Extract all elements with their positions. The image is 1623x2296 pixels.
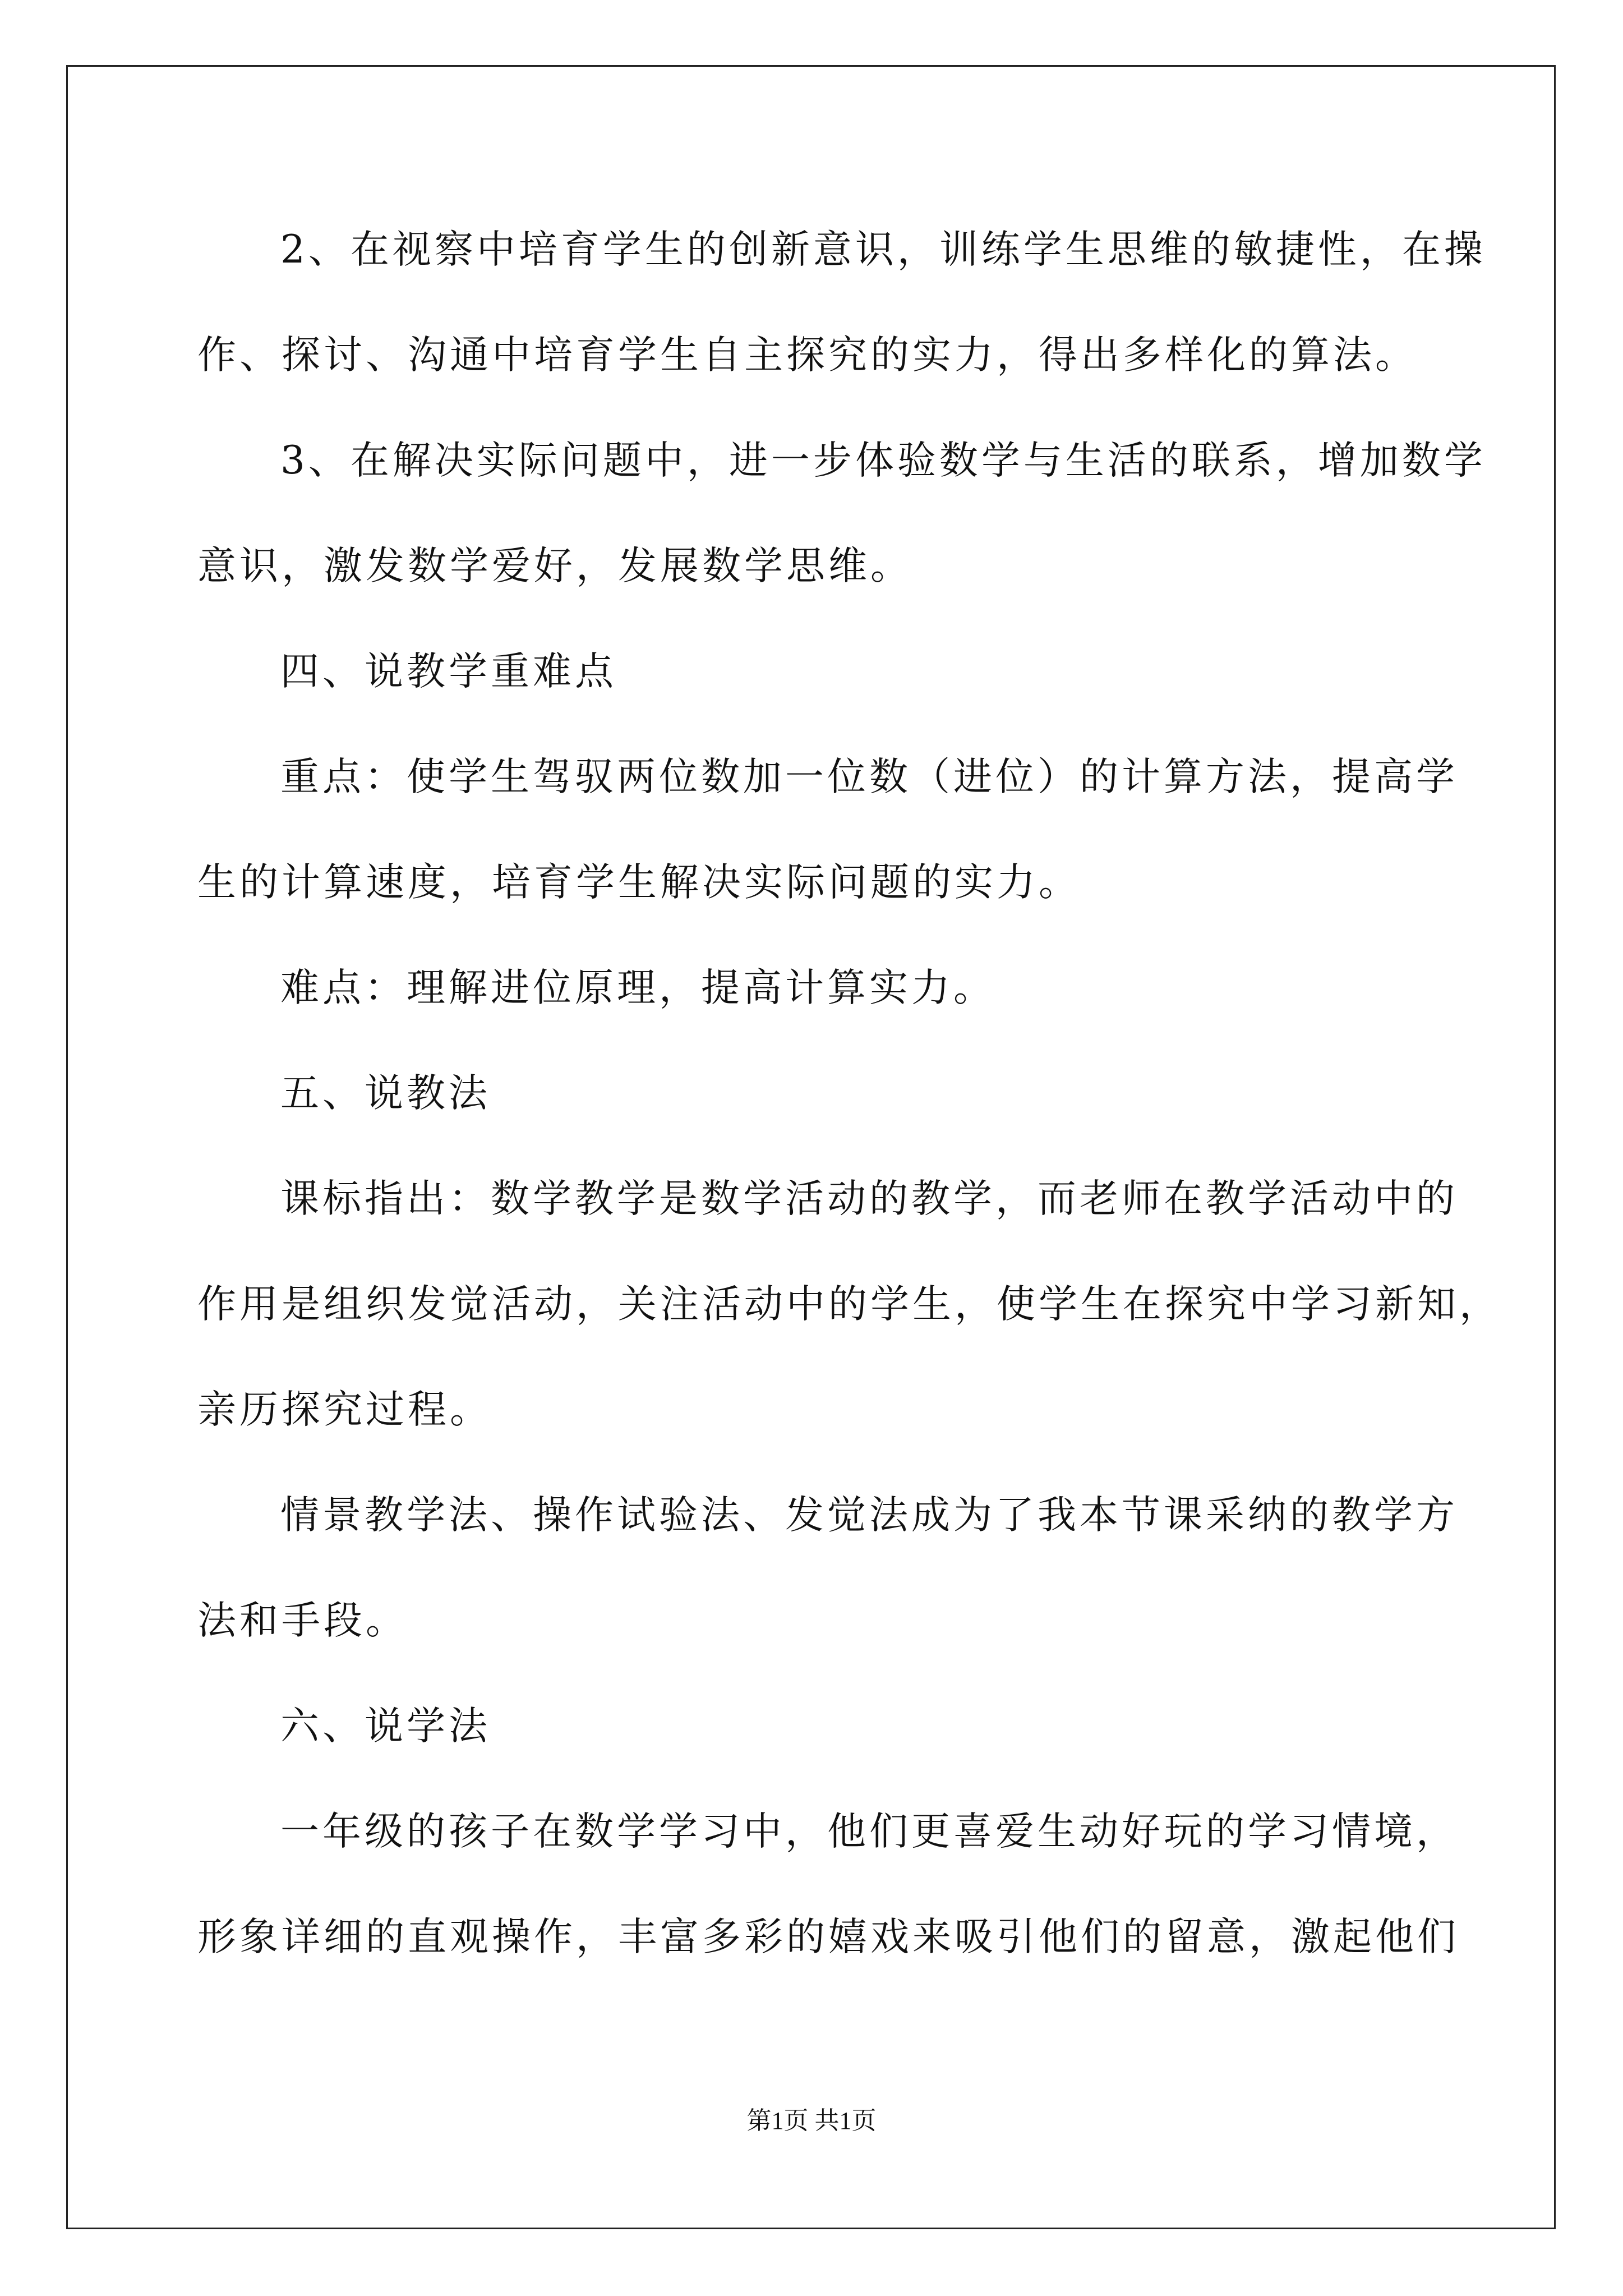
section-heading: 四、说教学重难点 — [280, 649, 617, 694]
paragraph-line: 2、在视察中培育学生的创新意识，训练学生思维的敏捷性，在操 — [280, 227, 1486, 272]
paragraph-line: 难点：理解进位原理，提高计算实力。 — [280, 965, 995, 1010]
paragraph-line: 一年级的孩子在数学学习中，他们更喜爱生动好玩的学习情境， — [280, 1809, 1458, 1854]
paragraph-line: 作用是组织发觉活动，关注活动中的学生，使学生在探究中学习新知， — [197, 1282, 1501, 1327]
paragraph-line: 意识，激发数学爱好，发展数学思维。 — [197, 544, 912, 588]
paragraph-line: 3、在解决实际问题中，进一步体验数学与生活的联系，增加数学 — [280, 438, 1486, 483]
page-footer: 第1页 共1页 — [746, 2107, 877, 2134]
page-border — [66, 65, 1556, 2229]
section-heading: 六、说学法 — [280, 1704, 491, 1749]
paragraph-line: 课标指出：数学教学是数学活动的教学，而老师在教学活动中的 — [280, 1176, 1458, 1221]
paragraph-line: 形象详细的直观操作，丰富多彩的嬉戏来吸引他们的留意，激起他们 — [197, 1915, 1459, 1959]
paragraph-line: 法和手段。 — [197, 1598, 408, 1643]
paragraph-line: 生的计算速度，培育学生解决实际问题的实力。 — [197, 860, 1081, 905]
paragraph-line: 情景教学法、操作试验法、发觉法成为了我本节课采纳的教学方 — [280, 1493, 1458, 1538]
paragraph-line: 重点：使学生驾驭两位数加一位数（进位）的计算方法，提高学 — [280, 754, 1458, 799]
paragraph-line: 作、探讨、沟通中培育学生自主探究的实力，得出多样化的算法。 — [197, 333, 1417, 378]
paragraph-line: 亲历探究过程。 — [197, 1387, 492, 1432]
section-heading: 五、说教法 — [280, 1071, 491, 1116]
